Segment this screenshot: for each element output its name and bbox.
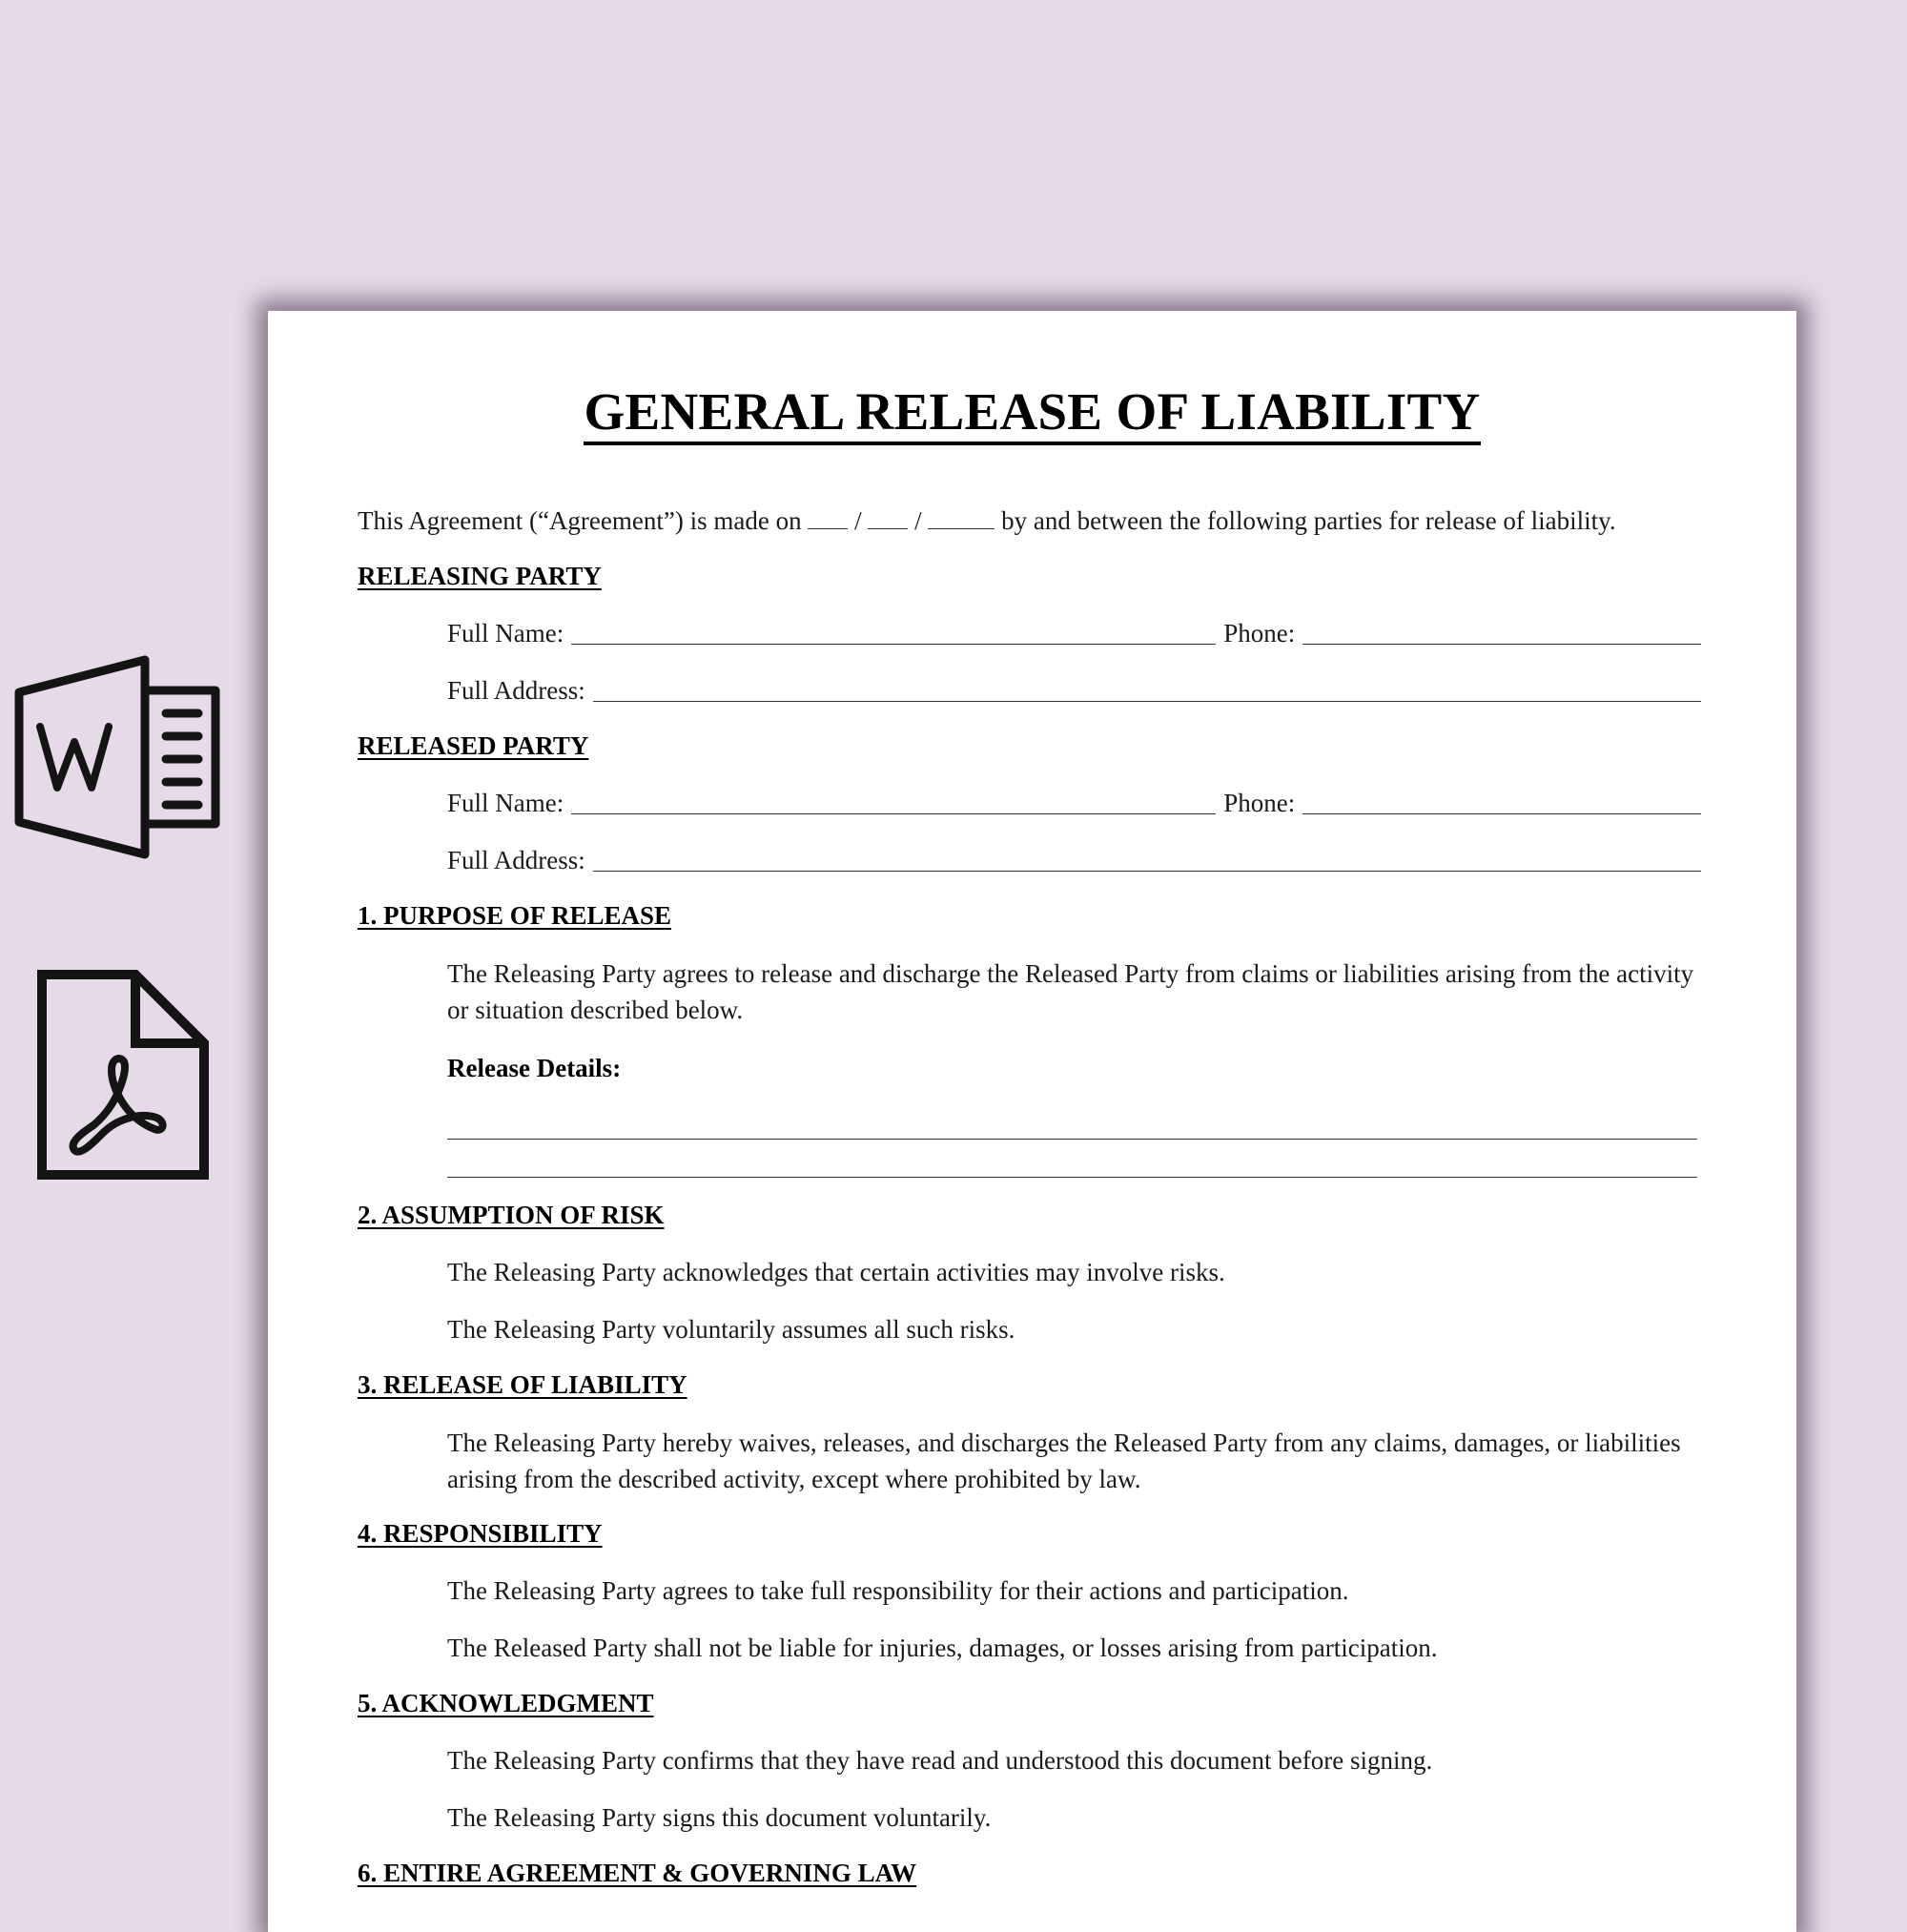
acknowledgment-line-2: The Releasing Party signs this document voluntarily. — [447, 1803, 992, 1832]
purpose-text: The Releasing Party agrees to release and discharge the Released Party from claims or liabilities arising from the activity or situation described below. — [447, 959, 1694, 1024]
release-text: The Releasing Party hereby waives, releases, and discharges the Released Party from any claims, damages, or liabilities arising from the described activity, except where prohibited by law. — [447, 1428, 1681, 1493]
date-slash-1: / — [854, 506, 862, 535]
purpose-heading: 1. PURPOSE OF RELEASE — [358, 901, 672, 930]
risk-line-2: The Releasing Party voluntarily assumes all such risks. — [447, 1315, 1015, 1344]
releasing-phone-field[interactable] — [1302, 621, 1701, 645]
release-details-line-1[interactable] — [447, 1139, 1697, 1140]
document-title-text: GENERAL RELEASE OF LIABILITY — [584, 382, 1480, 445]
releasing-party-heading: RELEASING PARTY — [358, 562, 602, 590]
release-heading: 3. RELEASE OF LIABILITY — [358, 1370, 687, 1399]
releasing-full-address-label: Full Address: — [447, 676, 585, 705]
release-details-label: Release Details: — [447, 1054, 622, 1082]
releasing-phone-label: Phone: — [1223, 619, 1296, 647]
intro-text-before: This Agreement (“Agreement”) is made on — [358, 506, 802, 535]
responsibility-heading: 4. RESPONSIBILITY — [358, 1519, 603, 1548]
released-party-address-row — [447, 845, 1701, 875]
pdf-document-icon — [36, 969, 210, 1181]
intro-line — [358, 505, 1616, 536]
intro-text-after: by and between the following parties for release of liability. — [1001, 506, 1616, 535]
released-full-name-label: Full Name: — [447, 789, 564, 817]
releasing-full-address-field[interactable] — [593, 678, 1701, 702]
date-month-blank[interactable] — [808, 507, 848, 529]
releasing-party-name-row — [447, 618, 1701, 648]
risk-line-1: The Releasing Party acknowledges that certain activities may involve risks. — [447, 1258, 1225, 1286]
released-full-address-label: Full Address: — [447, 846, 585, 874]
releasing-party-address-row — [447, 675, 1701, 706]
released-phone-label: Phone: — [1223, 789, 1296, 817]
release-details-line-2[interactable] — [447, 1177, 1697, 1178]
released-full-name-field[interactable] — [571, 791, 1216, 814]
date-slash-2: / — [914, 506, 922, 535]
responsibility-line-2: The Released Party shall not be liable for injuries, damages, or losses arising from participation. — [447, 1634, 1438, 1662]
date-year-blank[interactable] — [928, 507, 995, 529]
risk-heading: 2. ASSUMPTION OF RISK — [358, 1201, 665, 1229]
responsibility-line-1: The Releasing Party agrees to take full responsibility for their actions and participation. — [447, 1576, 1349, 1605]
released-full-address-field[interactable] — [593, 848, 1701, 872]
released-party-heading: RELEASED PARTY — [358, 731, 589, 760]
document-title — [268, 381, 1796, 442]
releasing-full-name-label: Full Name: — [447, 619, 564, 647]
acknowledgment-heading: 5. ACKNOWLEDGMENT — [358, 1689, 654, 1717]
releasing-full-name-field[interactable] — [571, 621, 1216, 645]
document-sheet — [268, 311, 1796, 1932]
released-party-name-row — [447, 788, 1701, 818]
released-phone-field[interactable] — [1302, 791, 1701, 814]
entire-agreement-heading: 6. ENTIRE AGREEMENT & GOVERNING LAW — [358, 1859, 917, 1887]
acknowledgment-line-1: The Releasing Party confirms that they have read and understood this document before signing. — [447, 1746, 1433, 1775]
date-day-blank[interactable] — [868, 507, 908, 529]
word-document-icon — [13, 654, 223, 860]
